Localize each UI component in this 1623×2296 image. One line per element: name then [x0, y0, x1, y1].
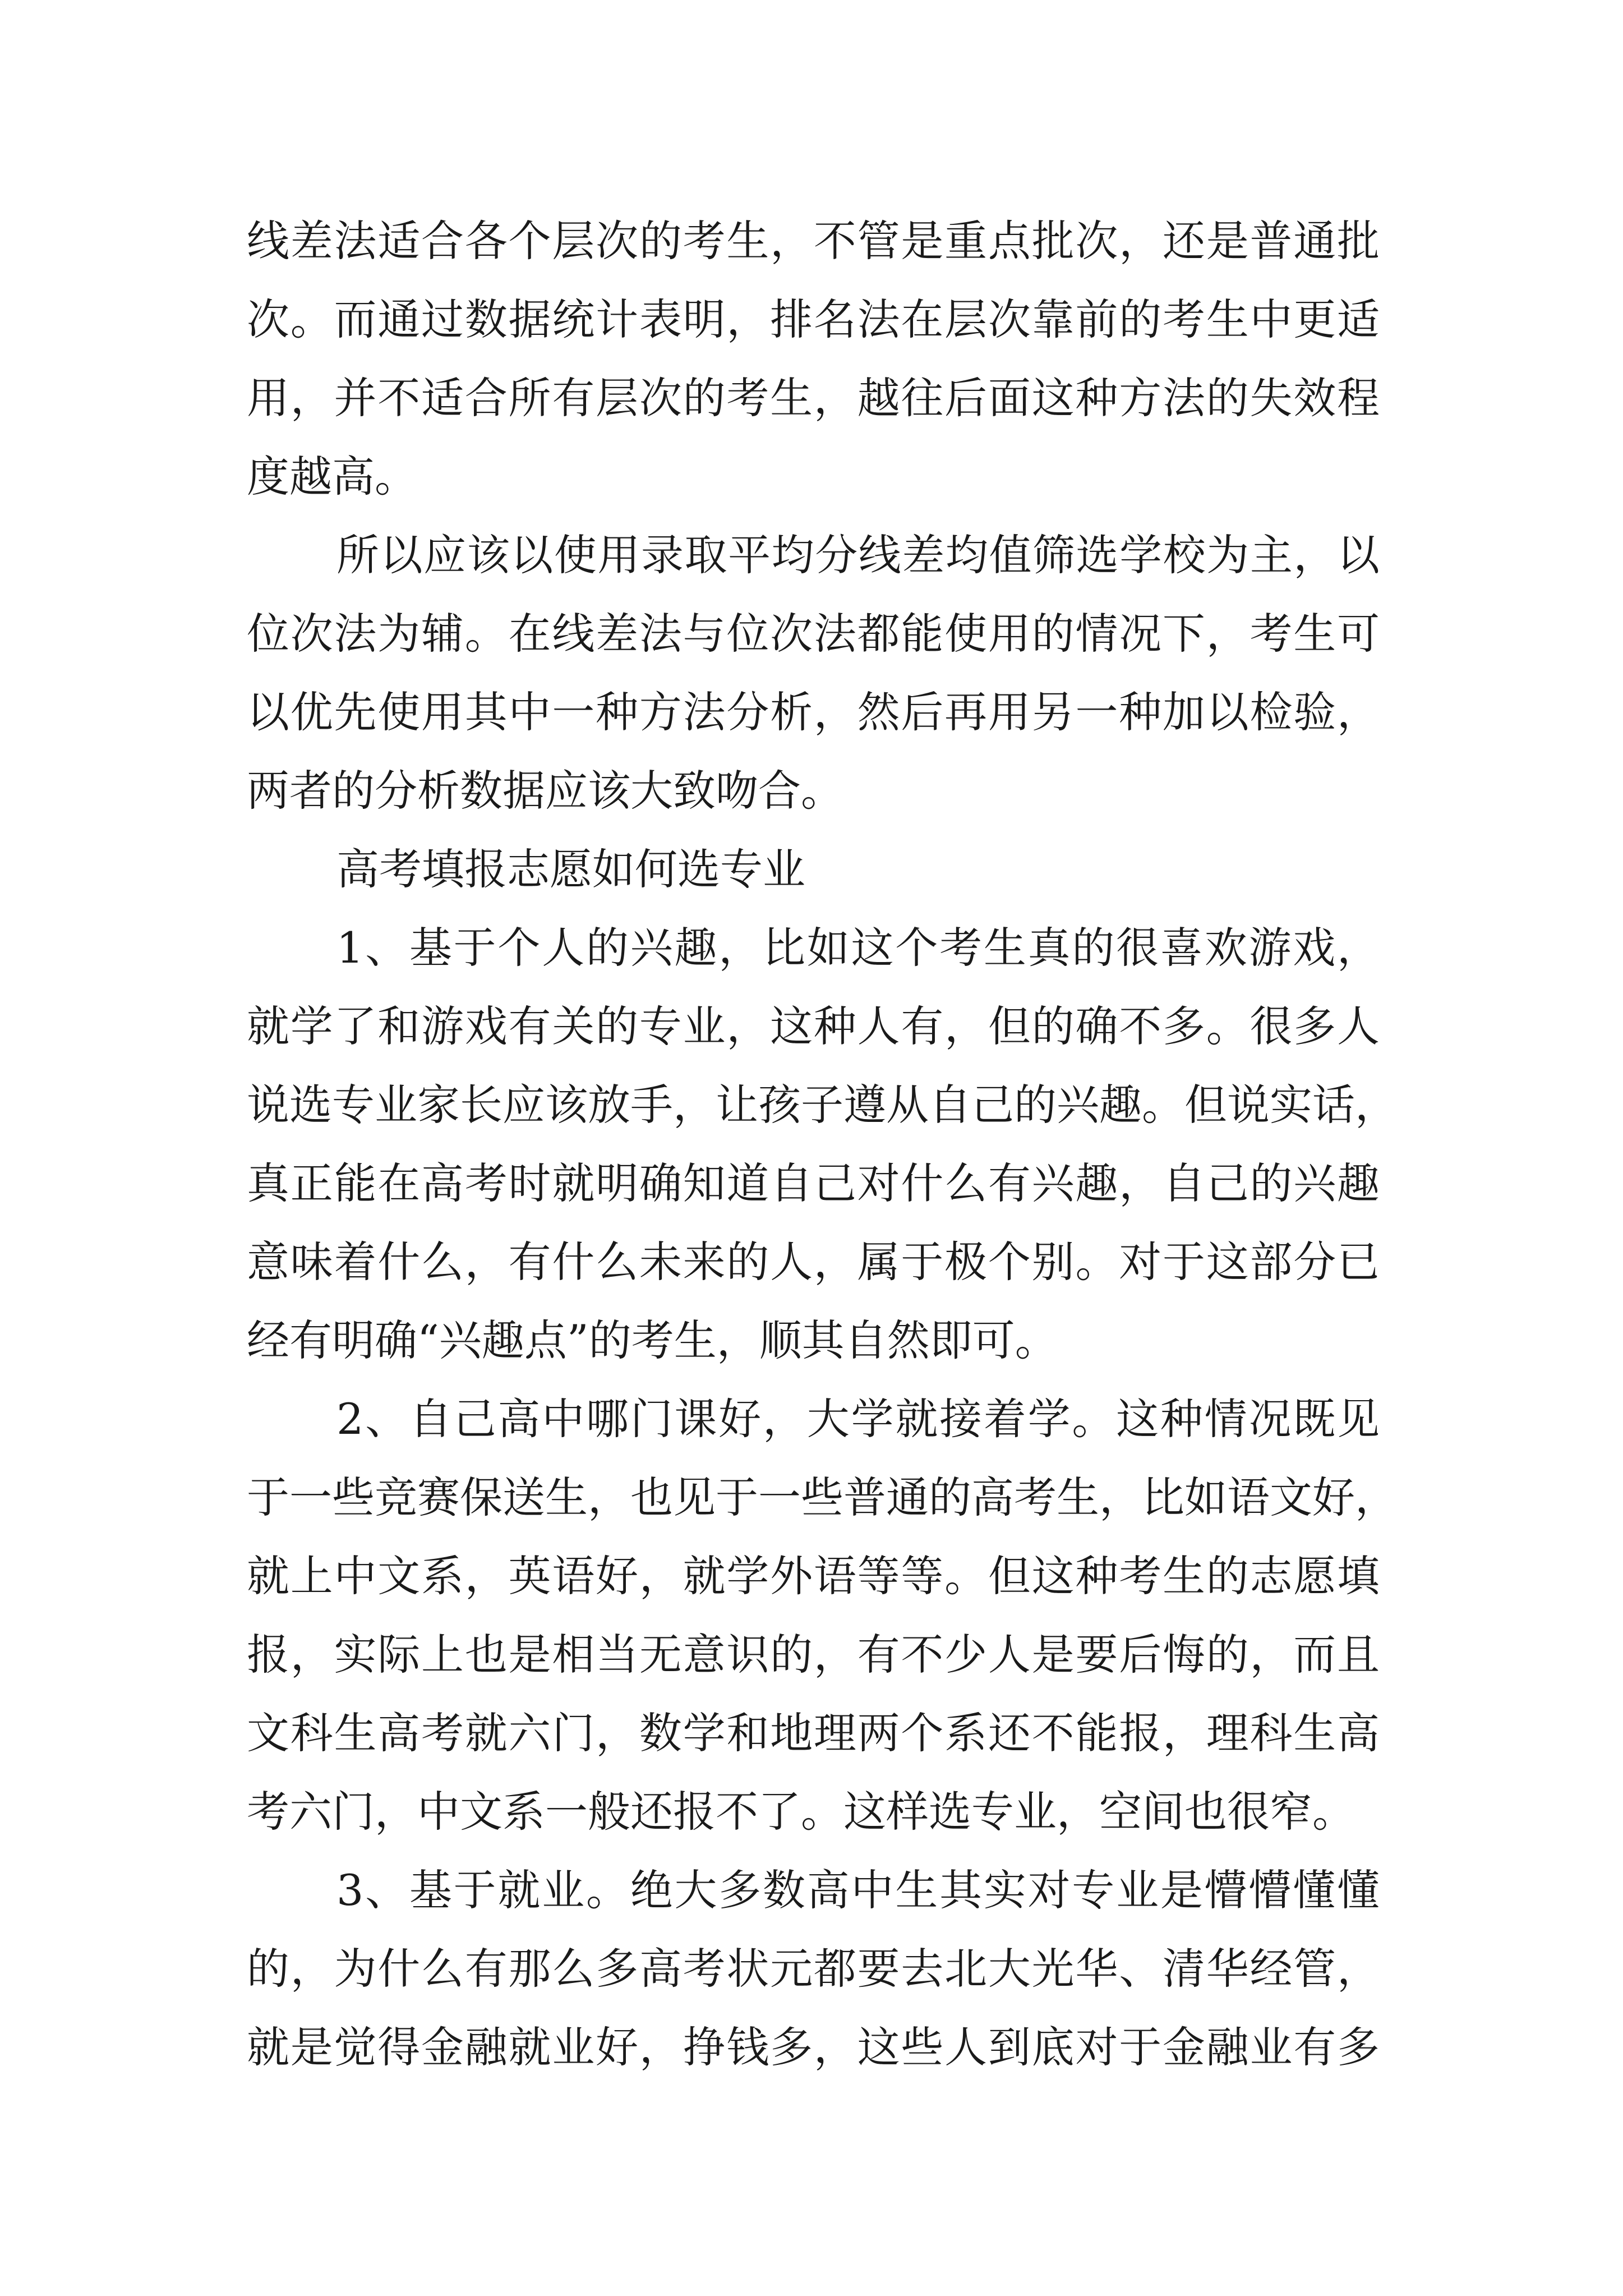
text-line: 次。而通过数据统计表明，排名法在层次靠前的考生中更适 [247, 295, 1380, 344]
text-line: 文科生高考就六门，数学和地理两个系还不能报，理科生高 [247, 1708, 1380, 1758]
text-line: 说选专业家长应该放手，让孩子遵从自己的兴趣。但说实话， [247, 1080, 1398, 1130]
text-line: 用，并不适合所有层次的考生，越往后面这种方法的失效程 [247, 373, 1380, 423]
text-line: 经有明确“兴趣点”的考生，顺其自然即可。 [247, 1315, 1058, 1365]
text-line: 报，实际上也是相当无意识的，有不少人是要后悔的，而且 [247, 1630, 1380, 1680]
text-line: 就学了和游戏有关的专业，这种人有，但的确不多。很多人 [247, 1001, 1380, 1051]
text-line: 度越高。 [247, 452, 417, 501]
text-line: 位次法为辅。在线差法与位次法都能使用的情况下，考生可 [247, 609, 1380, 659]
paragraph-first-line: 3、基于就业。绝大多数高中生其实对专业是懵懵懂懂 [336, 1865, 1380, 1915]
text-line: 就是觉得金融就业好，挣钱多，这些人到底对于金融业有多 [247, 2022, 1380, 2072]
text-line: 于一些竞赛保送生，也见于一些普通的高考生，比如语文好， [247, 1473, 1398, 1522]
text-line: 线差法适合各个层次的考生，不管是重点批次，还是普通批 [247, 216, 1380, 266]
text-line: 的，为什么有那么多高考状元都要去北大光华、清华经管， [247, 1944, 1380, 1994]
text-line: 意味着什么，有什么未来的人，属于极个别。对于这部分已 [247, 1237, 1380, 1287]
text-line: 真正能在高考时就明确知道自己对什么有兴趣，自己的兴趣 [247, 1158, 1380, 1208]
text-line: 两者的分析数据应该大致吻合。 [247, 766, 843, 816]
section-heading: 高考填报志愿如何选专业 [336, 844, 805, 894]
paragraph-first-line: 2、自己高中哪门课好，大学就接着学。这种情况既见 [336, 1394, 1380, 1444]
paragraph-first-line: 1、基于个人的兴趣，比如这个考生真的很喜欢游戏， [336, 923, 1380, 973]
text-line: 考六门，中文系一般还报不了。这样选专业，空间也很窄。 [247, 1787, 1355, 1837]
text-line: 以优先使用其中一种方法分析，然后再用另一种加以检验， [247, 687, 1380, 737]
text-line: 就上中文系，英语好，就学外语等等。但这种考生的志愿填 [247, 1551, 1380, 1601]
paragraph-first-line: 所以应该以使用录取平均分线差均值筛选学校为主，以 [336, 530, 1380, 580]
